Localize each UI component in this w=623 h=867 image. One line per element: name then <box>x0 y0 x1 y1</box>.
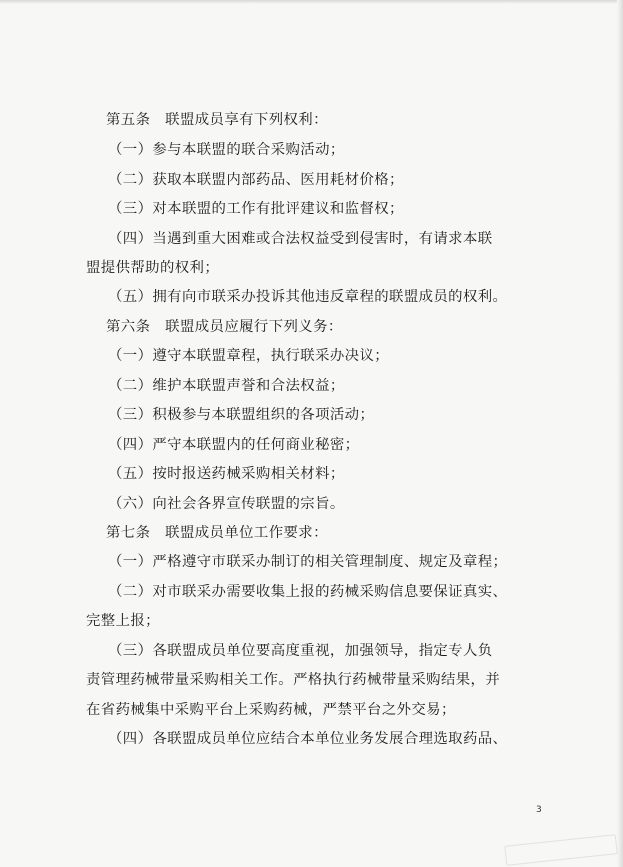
article-7-item-2-continued: 完整上报； <box>86 613 160 629</box>
article-6-item-5: （五）按时报送药械采购相关材料； <box>108 466 345 482</box>
article-7-heading: 第七条 联盟成员单位工作要求： <box>106 525 328 541</box>
article-7-item-2: （二）对市联采办需要收集上报的药械采购信息要保证真实、 <box>108 584 508 600</box>
article-6-item-2: （二）维护本联盟声誉和合法权益； <box>108 378 345 394</box>
article-7-item-1: （一）严格遵守市联采办制订的相关管理制度、规定及章程； <box>108 554 508 570</box>
article-5-heading: 第五条 联盟成员享有下列权利： <box>106 112 328 128</box>
article-7-item-3: （三）各联盟成员单位要高度重视，加强领导，指定专人负 <box>108 643 493 659</box>
article-6-heading: 第六条 联盟成员应履行下列义务： <box>106 319 343 335</box>
article-6-item-1: （一）遵守本联盟章程，执行联采办决议； <box>108 348 390 364</box>
scan-edge-right <box>617 0 623 867</box>
page-number: 3 <box>536 805 542 815</box>
article-7-item-3-continued-2: 在省药械集中采购平台上采购药械，严禁平台之外交易； <box>86 702 456 718</box>
article-5-item-5: （五）拥有向市联采办投诉其他违反章程的联盟成员的权利。 <box>108 289 508 305</box>
scan-edge-top <box>0 0 623 4</box>
article-6-item-6: （六）向社会各界宣传联盟的宗旨。 <box>108 496 345 512</box>
article-6-item-4: （四）严守本联盟内的任何商业秘密； <box>108 437 360 453</box>
scan-watermark-mark <box>504 834 617 866</box>
article-5-item-4-continued: 盟提供帮助的权利； <box>86 260 220 276</box>
article-5-item-4: （四）当遇到重大困难或合法权益受到侵害时，有请求本联 <box>108 231 493 247</box>
article-5-item-1: （一）参与本联盟的联合采购活动； <box>108 142 345 158</box>
article-7-item-3-continued-1: 责管理药械带量采购相关工作。严格执行药械带量采购结果，并 <box>86 672 501 688</box>
article-5-item-3: （三）对本联盟的工作有批评建议和监督权； <box>108 201 404 217</box>
article-5-item-2: （二）获取本联盟内部药品、医用耗材价格； <box>108 172 404 188</box>
article-7-item-4: （四）各联盟成员单位应结合本单位业务发展合理选取药品、 <box>108 731 508 747</box>
article-6-item-3: （三）积极参与本联盟组织的各项活动； <box>108 407 375 423</box>
